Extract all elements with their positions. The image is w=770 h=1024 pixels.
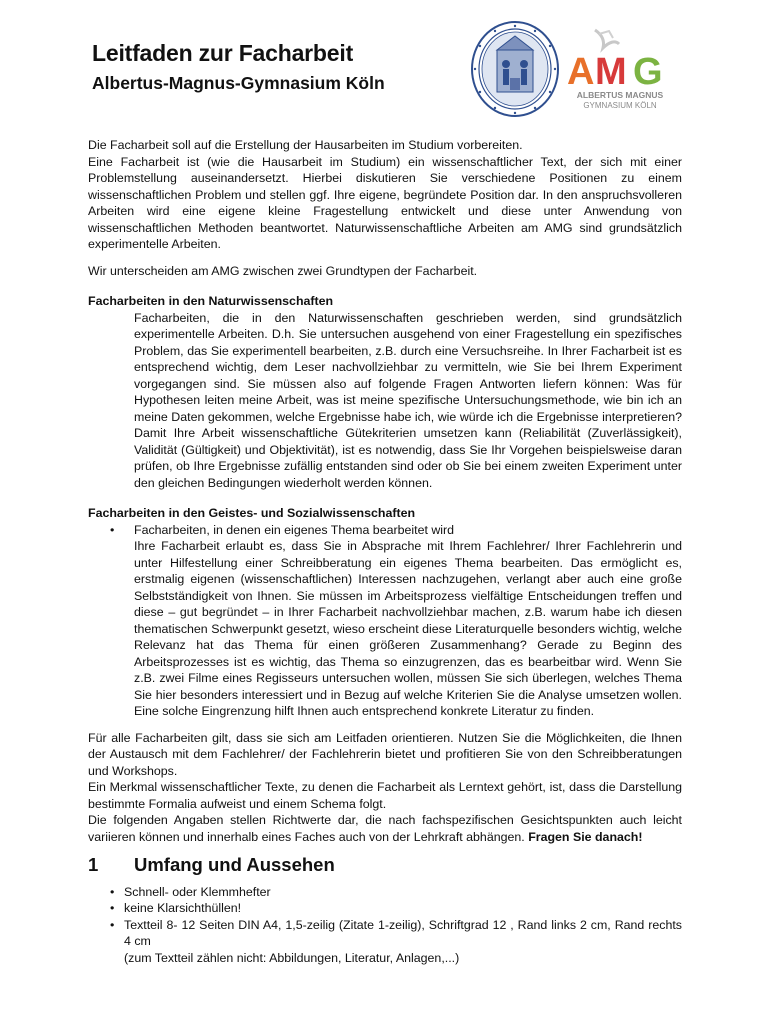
svg-text:A: A — [567, 51, 595, 93]
page-subtitle: Albertus-Magnus-Gymnasium Köln — [92, 73, 385, 93]
intro-paragraph-2: Eine Facharbeit ist (wie die Hausarbeit im Studium) ein wissenschaftlicher Text, der sich mit einer Problemstellung auseinandersetzt. Hierbei diskutieren Sie verschiedene Positionen zu einem wissenschaftlichen Problem und stellen ggf. Ihre eigene, begründete Position dar. In den anspruchsvolleren Arbeiten wird eine eigene kleine Fragestellung entwickelt und diese unter Anwendung von wissenschaftlichen Methoden beantwortet. Naturwissenschaftliche Arbeiten am AMG sind grundsätzlich experimentelle Arbeiten. — [88, 154, 682, 251]
geistes-item-title: Facharbeiten, in denen ein eigenes Thema bearbeitet wird — [134, 522, 455, 537]
geistes-heading: Facharbeiten in den Geistes- und Sozialwissenschaften — [88, 506, 416, 520]
geistes-list — [88, 522, 682, 720]
bullet-icon: • — [110, 522, 115, 537]
geistes-item-text: Ihre Facharbeit erlaubt es, dass Sie in Absprache mit Ihrem Fachlehrer/ Ihrer Fachlehrerin und unter Hilfestellung einer Schreibberatung ein eigenes Thema bearbeiten. Das ermöglicht es, erstmalig eigenen (wissenschaftlichen) Interessen nachzugehen, verlangt aber auch eine große Selbstständigkeit von Ihnen. Sie müssen im Arbeitsprozess vielfältige Entscheidungen treffen und diese – gut begründet – in Ihrer Facharbeit nachvollziehbar machen, z.B. warum habe ich diesen thematischen Schwerpunkt gesetzt, wieso erscheint diese Literaturquelle besonders wichtig, welche Relevanz hat das Thema für einen größeren Zusammenhang? Gerade zu Beginn des Arbeitsprozesses ist es wichtig, das Thema so einzugrenzen, das es bearbeitbar wird. Wenn Sie z.B. zwei Filme eines Regisseurs untersuchen wollen, müssen Sie sich überlegen, welches Thema Sie hier besonders interessiert und in Bezug auf welche Kriterien Sie die Analyse umsetzen wollen. Eine solche Eingrenzung hilft Ihnen auch entsprechend konkrete Literatur zu finden. — [134, 539, 682, 718]
outro-paragraph-3: Die folgenden Angaben stellen Richtwerte dar, die nach fachspezifischen Gesichtspunkten auch leicht variieren können und innerhalb eines Faches auch von der Lehrkraft abhängen. Fragen Sie danach! — [88, 813, 682, 844]
logo-line-1: ALBERTUS MAGNUS — [576, 90, 664, 100]
bullet-icon: • — [110, 901, 115, 915]
natur-text: Facharbeiten, die in den Naturwissenschaften geschrieben werden, sind grundsätzlich experimentelle Arbeiten. D.h. Sie untersuchen ausgehend von einer Fragestellung ein spezifisches Problem, das Sie experimentell bearbeiten, z.B. durch eine Versuchsreihe. In Ihrer Facharbeit ist es entsprechend wichtig, dem Leser nachvollziehbar zu vermitteln, wie Sie bei Ihrem Experiment vorgegangen sind. Sie müssen also auf folgende Fragen Antworten liefern können: Was für Hypothesen leiten meine Arbeit, was ist meine spezifische Untersuchungsmethode, wie bin ich an meine Daten gekommen, welche Ergebnisse habe ich, wie würde ich die Ergebnisse interpretieren? Damit Ihre Arbeit wissenschaftliche Gütekriterien umsetzen kann (Reliabilität (Zuverlässigkeit), Validität (Gültigkeit) und Objektivität), ist es notwendig, dass Sie Ihr Vorgehen beispielsweise daran prüfen, ob Ihre Ergebnisse zufällig entstanden sind oder ob Sie bei einem zweiten Experiment unter den gleichen Bedingungen wiederholt werden können. — [134, 310, 682, 490]
list-item: • keine Klarsichthüllen! — [110, 901, 242, 915]
document-body — [88, 137, 682, 966]
outro-paragraph-1: Für alle Facharbeiten gilt, dass sie sich am Leitfaden orientieren. Nutzen Sie die Möglichkeiten, die Ihnen der Austausch mit dem Fachlehrer/ der Fachlehrerin bietet und profitieren Sie von den Schreibberatungen und Workshops. — [88, 730, 682, 778]
section-1-list — [88, 884, 682, 967]
natur-heading: Facharbeiten in den Naturwissenschaften — [88, 294, 334, 308]
section-number: 1 — [88, 854, 99, 875]
svg-text:G: G — [633, 51, 663, 93]
logo-line-2: GYMNASIUM KÖLN — [583, 101, 657, 110]
outro-bold-note: Fragen Sie danach! — [528, 829, 643, 844]
amg-school-logo — [565, 28, 675, 112]
university-seal-logo — [470, 20, 560, 118]
outro-paragraph-2: Ein Merkmal wissenschaftlicher Texte, zu denen die Facharbeit als Lerntext gehört, ist, dass die Darstellung bestimmte Formalia aufweist und einem Schema folgt. — [88, 780, 682, 811]
bullet-icon: • — [110, 917, 115, 932]
section-heading — [88, 854, 682, 875]
intro-paragraph-3: Wir unterscheiden am AMG zwischen zwei Grundtypen der Facharbeit. — [88, 263, 478, 278]
list-item-note: (zum Textteil zählen nicht: Abbildungen, Literatur, Anlagen,...) — [124, 950, 460, 965]
svg-text:M: M — [595, 51, 627, 93]
list-item: • Schnell- oder Klemmhefter — [110, 884, 271, 899]
list-item — [88, 522, 682, 720]
bullet-icon: • — [110, 884, 115, 899]
section-title: Umfang und Aussehen — [134, 854, 335, 875]
list-item: • Textteil 8- 12 Seiten DIN A4, 1,5-zeilig (Zitate 1-zeilig), Schriftgrad 12 , Rand links 2 cm, Rand rechts 4 cm (zum Textteil zählen nicht: Abbildungen, Literatur, Anlagen,...) — [110, 917, 682, 965]
intro-paragraph-1: Die Facharbeit soll auf die Erstellung der Hausarbeiten im Studium vorbereiten. — [88, 138, 523, 152]
page-title: Leitfaden zur Facharbeit — [92, 40, 354, 66]
